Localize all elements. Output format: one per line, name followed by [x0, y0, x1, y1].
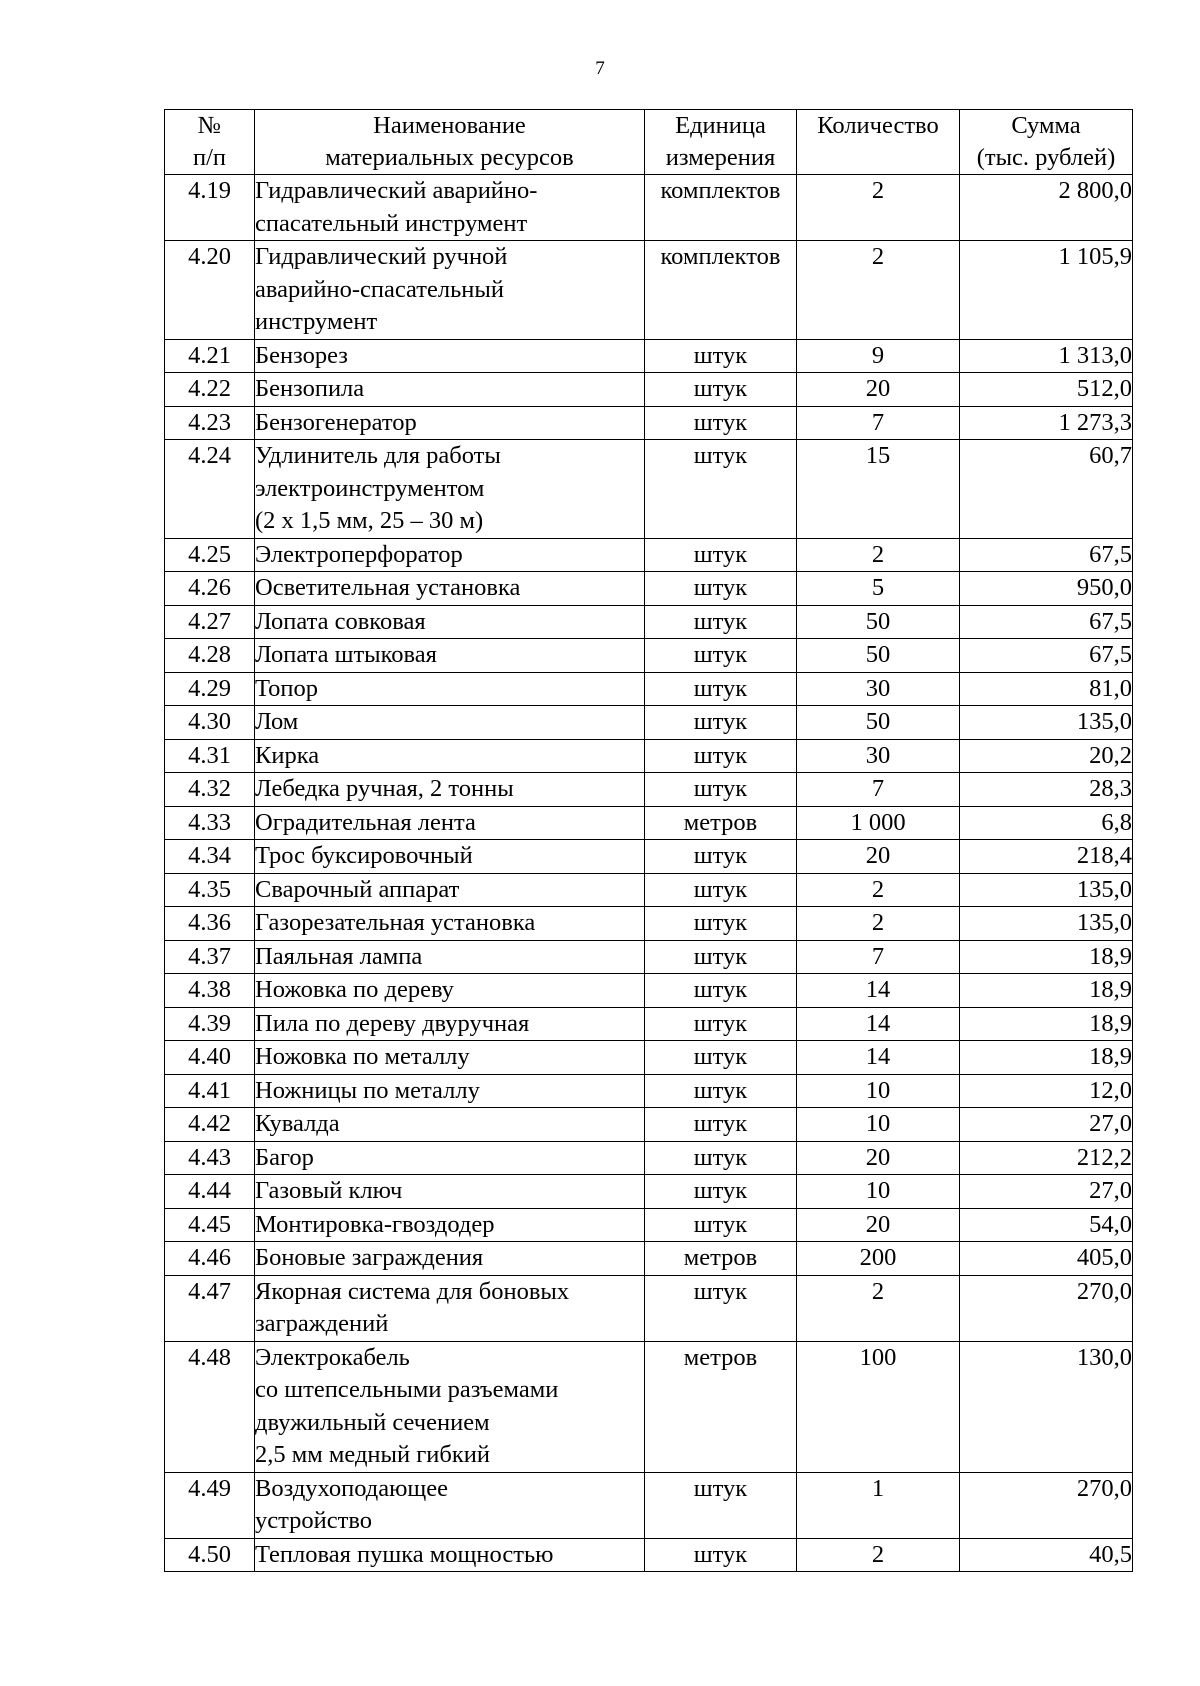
cell-num: 4.37	[165, 940, 255, 974]
cell-unit: штук	[645, 639, 797, 673]
cell-qty: 14	[797, 1041, 960, 1075]
cell-qty: 2	[797, 873, 960, 907]
cell-num: 4.28	[165, 639, 255, 673]
header-num	[165, 110, 255, 175]
table-row	[165, 806, 1133, 840]
cell-sum: 27,0	[960, 1175, 1133, 1209]
cell-name: Бензопила	[255, 373, 645, 407]
cell-sum: 405,0	[960, 1242, 1133, 1276]
cell-qty: 9	[797, 339, 960, 373]
cell-qty: 20	[797, 373, 960, 407]
table-row	[165, 1472, 1133, 1538]
cell-qty: 14	[797, 974, 960, 1008]
cell-sum: 130,0	[960, 1341, 1133, 1472]
table-row	[165, 940, 1133, 974]
header-qty	[797, 110, 960, 175]
cell-num: 4.25	[165, 538, 255, 572]
table-row	[165, 1108, 1133, 1142]
cell-num: 4.46	[165, 1242, 255, 1276]
cell-unit: штук	[645, 440, 797, 539]
cell-unit: штук	[645, 1141, 797, 1175]
cell-name: Багор	[255, 1141, 645, 1175]
cell-qty: 10	[797, 1175, 960, 1209]
cell-qty: 1 000	[797, 806, 960, 840]
cell-sum: 270,0	[960, 1275, 1133, 1341]
cell-name: Газорезательная установка	[255, 907, 645, 941]
cell-qty: 50	[797, 706, 960, 740]
cell-num: 4.19	[165, 175, 255, 241]
cell-qty: 50	[797, 605, 960, 639]
table-body	[165, 175, 1133, 1572]
cell-num: 4.30	[165, 706, 255, 740]
cell-qty: 50	[797, 639, 960, 673]
header-unit	[645, 110, 797, 175]
table-row	[165, 706, 1133, 740]
cell-sum: 18,9	[960, 1041, 1133, 1075]
cell-qty: 5	[797, 572, 960, 606]
cell-sum: 12,0	[960, 1074, 1133, 1108]
cell-sum: 60,7	[960, 440, 1133, 539]
cell-unit: штук	[645, 605, 797, 639]
table-row	[165, 1175, 1133, 1209]
table-row	[165, 1341, 1133, 1472]
cell-num: 4.45	[165, 1208, 255, 1242]
cell-name: Топор	[255, 672, 645, 706]
cell-unit: штук	[645, 538, 797, 572]
cell-name: Электрокабель со штепсельными разъемами двужильный сечением 2,5 мм медный гибкий	[255, 1341, 645, 1472]
cell-num: 4.47	[165, 1275, 255, 1341]
cell-num: 4.33	[165, 806, 255, 840]
cell-sum: 67,5	[960, 639, 1133, 673]
cell-sum: 135,0	[960, 907, 1133, 941]
cell-sum: 18,9	[960, 940, 1133, 974]
cell-unit: штук	[645, 1275, 797, 1341]
cell-name: Лом	[255, 706, 645, 740]
cell-qty: 2	[797, 1538, 960, 1572]
table-row	[165, 1538, 1133, 1572]
cell-unit: штук	[645, 873, 797, 907]
cell-unit: штук	[645, 1041, 797, 1075]
cell-unit: штук	[645, 907, 797, 941]
table-row	[165, 572, 1133, 606]
cell-unit: метров	[645, 1242, 797, 1276]
cell-sum: 18,9	[960, 1007, 1133, 1041]
table-row	[165, 1007, 1133, 1041]
cell-num: 4.29	[165, 672, 255, 706]
header-name	[255, 110, 645, 175]
table-row	[165, 175, 1133, 241]
cell-qty: 2	[797, 241, 960, 340]
cell-num: 4.44	[165, 1175, 255, 1209]
cell-unit: комплектов	[645, 175, 797, 241]
cell-num: 4.49	[165, 1472, 255, 1538]
table-header-row	[165, 110, 1133, 175]
page-number: 7	[595, 58, 605, 79]
cell-qty: 20	[797, 1208, 960, 1242]
cell-qty: 10	[797, 1074, 960, 1108]
table-row	[165, 538, 1133, 572]
cell-num: 4.50	[165, 1538, 255, 1572]
header-name-line-2: материальных ресурсов	[325, 144, 574, 171]
cell-num: 4.40	[165, 1041, 255, 1075]
table-row	[165, 1041, 1133, 1075]
cell-num: 4.24	[165, 440, 255, 539]
cell-sum: 54,0	[960, 1208, 1133, 1242]
cell-unit: штук	[645, 1108, 797, 1142]
cell-num: 4.38	[165, 974, 255, 1008]
cell-name: Газовый ключ	[255, 1175, 645, 1209]
cell-unit: штук	[645, 940, 797, 974]
cell-unit: штук	[645, 1007, 797, 1041]
cell-unit: штук	[645, 1538, 797, 1572]
header-sum	[960, 110, 1133, 175]
cell-qty: 30	[797, 672, 960, 706]
cell-sum: 270,0	[960, 1472, 1133, 1538]
table-row	[165, 974, 1133, 1008]
table-row	[165, 1242, 1133, 1276]
cell-unit: штук	[645, 706, 797, 740]
cell-qty: 2	[797, 907, 960, 941]
header-qty-line-1: Количество	[817, 112, 939, 139]
cell-sum: 1 105,9	[960, 241, 1133, 340]
table-row	[165, 672, 1133, 706]
cell-sum: 67,5	[960, 538, 1133, 572]
cell-name: Бензорез	[255, 339, 645, 373]
cell-unit: штук	[645, 739, 797, 773]
table-row	[165, 840, 1133, 874]
cell-unit: метров	[645, 1341, 797, 1472]
cell-name: Ножовка по металлу	[255, 1041, 645, 1075]
cell-name: Якорная система для боновых заграждений	[255, 1275, 645, 1341]
table-row	[165, 1275, 1133, 1341]
cell-name: Осветительная установка	[255, 572, 645, 606]
cell-name: Лебедка ручная, 2 тонны	[255, 773, 645, 807]
table-row	[165, 605, 1133, 639]
cell-sum: 81,0	[960, 672, 1133, 706]
cell-sum: 27,0	[960, 1108, 1133, 1142]
header-unit-line-1: Единица	[675, 112, 766, 139]
cell-qty: 7	[797, 406, 960, 440]
cell-name: Лопата совковая	[255, 605, 645, 639]
cell-num: 4.35	[165, 873, 255, 907]
cell-sum: 212,2	[960, 1141, 1133, 1175]
cell-qty: 7	[797, 940, 960, 974]
cell-unit: штук	[645, 1074, 797, 1108]
cell-sum: 67,5	[960, 605, 1133, 639]
header-unit-line-2: измерения	[665, 144, 776, 171]
cell-unit: штук	[645, 339, 797, 373]
cell-name: Лопата штыковая	[255, 639, 645, 673]
cell-qty: 2	[797, 175, 960, 241]
cell-unit: штук	[645, 1208, 797, 1242]
table-row	[165, 373, 1133, 407]
cell-name: Тепловая пушка мощностью	[255, 1538, 645, 1572]
cell-sum: 135,0	[960, 706, 1133, 740]
cell-unit: штук	[645, 406, 797, 440]
cell-num: 4.31	[165, 739, 255, 773]
cell-name: Кирка	[255, 739, 645, 773]
cell-name: Сварочный аппарат	[255, 873, 645, 907]
cell-name: Удлинитель для работы электроинструментом (2 х 1,5 мм, 25 – 30 м)	[255, 440, 645, 539]
cell-qty: 20	[797, 840, 960, 874]
table-row	[165, 1074, 1133, 1108]
resources-table	[164, 109, 1133, 1572]
cell-name: Монтировка-гвоздодер	[255, 1208, 645, 1242]
cell-num: 4.27	[165, 605, 255, 639]
cell-name: Боновые заграждения	[255, 1242, 645, 1276]
cell-name: Гидравлический ручной аварийно-спасательный инструмент	[255, 241, 645, 340]
header-sum-line-1: Сумма	[1011, 112, 1081, 139]
header-num-line-2: п/п	[192, 144, 227, 171]
cell-sum: 2 800,0	[960, 175, 1133, 241]
cell-name: Кувалда	[255, 1108, 645, 1142]
cell-sum: 6,8	[960, 806, 1133, 840]
cell-num: 4.48	[165, 1341, 255, 1472]
cell-num: 4.21	[165, 339, 255, 373]
cell-sum: 512,0	[960, 373, 1133, 407]
table-row	[165, 1208, 1133, 1242]
cell-num: 4.43	[165, 1141, 255, 1175]
cell-qty: 200	[797, 1242, 960, 1276]
cell-unit: комплектов	[645, 241, 797, 340]
cell-sum: 20,2	[960, 739, 1133, 773]
cell-qty: 2	[797, 538, 960, 572]
cell-unit: штук	[645, 840, 797, 874]
cell-name: Бензогенератор	[255, 406, 645, 440]
cell-unit: штук	[645, 373, 797, 407]
table-row	[165, 873, 1133, 907]
cell-sum: 1 313,0	[960, 339, 1133, 373]
cell-num: 4.23	[165, 406, 255, 440]
cell-qty: 10	[797, 1108, 960, 1142]
cell-qty: 100	[797, 1341, 960, 1472]
cell-sum: 1 273,3	[960, 406, 1133, 440]
cell-num: 4.41	[165, 1074, 255, 1108]
cell-qty: 30	[797, 739, 960, 773]
table-row	[165, 639, 1133, 673]
cell-qty: 14	[797, 1007, 960, 1041]
cell-unit: штук	[645, 1472, 797, 1538]
cell-name: Паяльная лампа	[255, 940, 645, 974]
cell-num: 4.32	[165, 773, 255, 807]
cell-unit: штук	[645, 773, 797, 807]
cell-unit: штук	[645, 974, 797, 1008]
cell-qty: 7	[797, 773, 960, 807]
table-row	[165, 773, 1133, 807]
header-sum-line-2: (тыс. рублей)	[976, 144, 1116, 171]
cell-sum: 950,0	[960, 572, 1133, 606]
cell-name: Трос буксировочный	[255, 840, 645, 874]
header-name-line-1: Наименование	[373, 112, 526, 139]
cell-sum: 218,4	[960, 840, 1133, 874]
cell-unit: метров	[645, 806, 797, 840]
cell-num: 4.34	[165, 840, 255, 874]
header-num-line-1: №	[197, 112, 222, 139]
table-row	[165, 241, 1133, 340]
cell-num: 4.22	[165, 373, 255, 407]
cell-num: 4.42	[165, 1108, 255, 1142]
cell-name: Электроперфоратор	[255, 538, 645, 572]
cell-qty: 15	[797, 440, 960, 539]
table-row	[165, 339, 1133, 373]
cell-qty: 2	[797, 1275, 960, 1341]
cell-num: 4.20	[165, 241, 255, 340]
cell-num: 4.36	[165, 907, 255, 941]
cell-sum: 18,9	[960, 974, 1133, 1008]
cell-sum: 40,5	[960, 1538, 1133, 1572]
table-row	[165, 907, 1133, 941]
cell-sum: 28,3	[960, 773, 1133, 807]
cell-num: 4.39	[165, 1007, 255, 1041]
cell-qty: 1	[797, 1472, 960, 1538]
cell-unit: штук	[645, 1175, 797, 1209]
cell-unit: штук	[645, 672, 797, 706]
cell-name: Пила по дереву двуручная	[255, 1007, 645, 1041]
cell-unit: штук	[645, 572, 797, 606]
table-row	[165, 406, 1133, 440]
cell-name: Воздухоподающее устройство	[255, 1472, 645, 1538]
table-row	[165, 739, 1133, 773]
cell-num: 4.26	[165, 572, 255, 606]
cell-sum: 135,0	[960, 873, 1133, 907]
cell-name: Ножовка по дереву	[255, 974, 645, 1008]
table-row	[165, 1141, 1133, 1175]
cell-name: Ножницы по металлу	[255, 1074, 645, 1108]
table-row	[165, 440, 1133, 539]
cell-name: Гидравлический аварийно- спасательный инструмент	[255, 175, 645, 241]
cell-qty: 20	[797, 1141, 960, 1175]
cell-name: Оградительная лента	[255, 806, 645, 840]
